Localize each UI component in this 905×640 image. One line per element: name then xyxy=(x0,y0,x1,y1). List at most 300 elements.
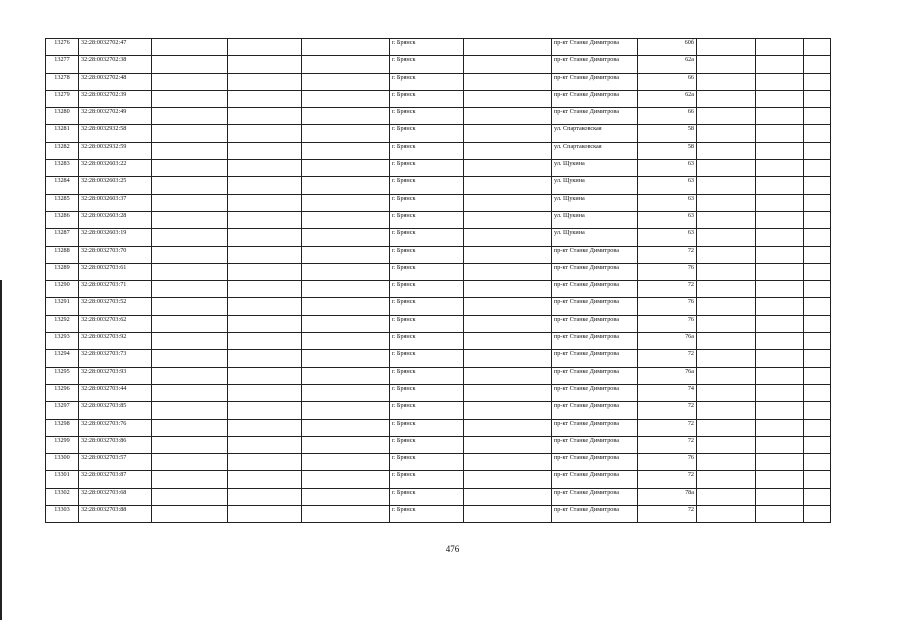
record-number-cell: 13282 xyxy=(46,142,79,159)
empty-cell xyxy=(756,90,804,107)
record-number-cell: 13283 xyxy=(46,160,79,177)
empty-cell xyxy=(804,142,831,159)
city-cell: г. Брянск xyxy=(390,90,464,107)
record-number-cell: 13292 xyxy=(46,315,79,332)
house-number-cell: 63 xyxy=(638,211,697,228)
house-number-cell: 72 xyxy=(638,506,697,523)
empty-cell xyxy=(697,402,756,419)
record-number-cell: 13300 xyxy=(46,454,79,471)
city-cell: г. Брянск xyxy=(390,194,464,211)
empty-cell xyxy=(152,90,228,107)
empty-cell xyxy=(756,454,804,471)
empty-cell xyxy=(152,73,228,90)
empty-cell xyxy=(697,436,756,453)
empty-cell xyxy=(804,194,831,211)
street-cell: пр-кт Станке Димитрова xyxy=(552,488,638,505)
empty-cell xyxy=(756,488,804,505)
empty-cell xyxy=(697,454,756,471)
empty-cell xyxy=(697,56,756,73)
table-row xyxy=(46,160,831,177)
empty-cell xyxy=(228,125,302,142)
empty-cell xyxy=(756,263,804,280)
empty-cell xyxy=(804,488,831,505)
empty-cell xyxy=(464,350,552,367)
city-cell: г. Брянск xyxy=(390,488,464,505)
city-cell: г. Брянск xyxy=(390,367,464,384)
empty-cell xyxy=(804,315,831,332)
empty-cell xyxy=(228,229,302,246)
empty-cell xyxy=(302,350,390,367)
street-cell: ул. Щукина xyxy=(552,194,638,211)
empty-cell xyxy=(804,263,831,280)
empty-cell xyxy=(804,506,831,523)
city-cell: г. Брянск xyxy=(390,39,464,56)
street-cell: пр-кт Станке Димитрова xyxy=(552,350,638,367)
house-number-cell: 72 xyxy=(638,350,697,367)
empty-cell xyxy=(152,454,228,471)
empty-cell xyxy=(152,142,228,159)
empty-cell xyxy=(697,488,756,505)
house-number-cell: 63 xyxy=(638,229,697,246)
empty-cell xyxy=(302,263,390,280)
empty-cell xyxy=(697,350,756,367)
record-number-cell: 13287 xyxy=(46,229,79,246)
street-cell: пр-кт Станке Димитрова xyxy=(552,419,638,436)
empty-cell xyxy=(228,73,302,90)
empty-cell xyxy=(228,436,302,453)
empty-cell xyxy=(697,73,756,90)
empty-cell xyxy=(464,298,552,315)
table-row xyxy=(46,73,831,90)
cadastral-number-cell: 32:28:0032702:38 xyxy=(79,56,152,73)
cadastral-number-cell: 32:28:0032702:47 xyxy=(79,39,152,56)
empty-cell xyxy=(152,402,228,419)
cadastral-number-cell: 32:28:0032603:37 xyxy=(79,194,152,211)
city-cell: г. Брянск xyxy=(390,263,464,280)
city-cell: г. Брянск xyxy=(390,436,464,453)
table-row xyxy=(46,384,831,401)
street-cell: ул. Щукина xyxy=(552,211,638,228)
cadastral-number-cell: 32:28:0032703:73 xyxy=(79,350,152,367)
empty-cell xyxy=(804,367,831,384)
empty-cell xyxy=(228,350,302,367)
record-number-cell: 13279 xyxy=(46,90,79,107)
register-table xyxy=(45,38,831,523)
empty-cell xyxy=(302,142,390,159)
empty-cell xyxy=(228,177,302,194)
empty-cell xyxy=(697,367,756,384)
empty-cell xyxy=(464,384,552,401)
city-cell: г. Брянск xyxy=(390,108,464,125)
cadastral-number-cell: 32:28:0032703:68 xyxy=(79,488,152,505)
empty-cell xyxy=(152,419,228,436)
cadastral-number-cell: 32:28:0032703:57 xyxy=(79,454,152,471)
record-number-cell: 13285 xyxy=(46,194,79,211)
table-row xyxy=(46,246,831,263)
empty-cell xyxy=(228,211,302,228)
empty-cell xyxy=(464,56,552,73)
record-number-cell: 13276 xyxy=(46,39,79,56)
empty-cell xyxy=(464,90,552,107)
empty-cell xyxy=(302,367,390,384)
register-rows xyxy=(46,39,831,523)
empty-cell xyxy=(756,436,804,453)
cadastral-number-cell: 32:28:0032932:59 xyxy=(79,142,152,159)
empty-cell xyxy=(756,246,804,263)
record-number-cell: 13281 xyxy=(46,125,79,142)
empty-cell xyxy=(464,333,552,350)
house-number-cell: 72 xyxy=(638,281,697,298)
table-row xyxy=(46,298,831,315)
street-cell: ул. Щукина xyxy=(552,229,638,246)
table-row xyxy=(46,471,831,488)
empty-cell xyxy=(152,194,228,211)
street-cell: пр-кт Станке Димитрова xyxy=(552,471,638,488)
empty-cell xyxy=(697,298,756,315)
cadastral-number-cell: 32:28:0032703:92 xyxy=(79,333,152,350)
cadastral-number-cell: 32:28:0032932:58 xyxy=(79,125,152,142)
empty-cell xyxy=(756,194,804,211)
house-number-cell: 72 xyxy=(638,471,697,488)
city-cell: г. Брянск xyxy=(390,246,464,263)
empty-cell xyxy=(464,160,552,177)
table-row xyxy=(46,488,831,505)
empty-cell xyxy=(804,298,831,315)
cadastral-number-cell: 32:28:0032703:52 xyxy=(79,298,152,315)
empty-cell xyxy=(152,350,228,367)
empty-cell xyxy=(302,298,390,315)
record-number-cell: 13288 xyxy=(46,246,79,263)
empty-cell xyxy=(152,333,228,350)
empty-cell xyxy=(152,488,228,505)
empty-cell xyxy=(302,73,390,90)
table-row xyxy=(46,402,831,419)
empty-cell xyxy=(302,194,390,211)
empty-cell xyxy=(464,125,552,142)
empty-cell xyxy=(464,142,552,159)
house-number-cell: 72 xyxy=(638,419,697,436)
empty-cell xyxy=(152,471,228,488)
house-number-cell: 63 xyxy=(638,160,697,177)
empty-cell xyxy=(302,315,390,332)
empty-cell xyxy=(228,281,302,298)
city-cell: г. Брянск xyxy=(390,315,464,332)
empty-cell xyxy=(464,73,552,90)
street-cell: пр-кт Станке Димитрова xyxy=(552,315,638,332)
city-cell: г. Брянск xyxy=(390,454,464,471)
empty-cell xyxy=(464,177,552,194)
empty-cell xyxy=(464,367,552,384)
empty-cell xyxy=(756,506,804,523)
empty-cell xyxy=(302,419,390,436)
page-number: 476 xyxy=(445,544,460,554)
street-cell: пр-кт Станке Димитрова xyxy=(552,298,638,315)
table-row xyxy=(46,56,831,73)
city-cell: г. Брянск xyxy=(390,298,464,315)
empty-cell xyxy=(697,39,756,56)
empty-cell xyxy=(464,194,552,211)
table-row xyxy=(46,39,831,56)
empty-cell xyxy=(804,39,831,56)
empty-cell xyxy=(804,73,831,90)
empty-cell xyxy=(697,315,756,332)
empty-cell xyxy=(302,454,390,471)
empty-cell xyxy=(697,142,756,159)
street-cell: пр-кт Станке Димитрова xyxy=(552,333,638,350)
empty-cell xyxy=(152,315,228,332)
city-cell: г. Брянск xyxy=(390,211,464,228)
empty-cell xyxy=(228,471,302,488)
empty-cell xyxy=(756,142,804,159)
empty-cell xyxy=(228,419,302,436)
empty-cell xyxy=(228,402,302,419)
empty-cell xyxy=(152,367,228,384)
empty-cell xyxy=(756,177,804,194)
empty-cell xyxy=(697,160,756,177)
empty-cell xyxy=(152,56,228,73)
empty-cell xyxy=(804,436,831,453)
house-number-cell: 76 xyxy=(638,263,697,280)
city-cell: г. Брянск xyxy=(390,56,464,73)
empty-cell xyxy=(464,211,552,228)
empty-cell xyxy=(152,229,228,246)
record-number-cell: 13299 xyxy=(46,436,79,453)
empty-cell xyxy=(464,419,552,436)
house-number-cell: 76 xyxy=(638,454,697,471)
empty-cell xyxy=(756,471,804,488)
empty-cell xyxy=(302,177,390,194)
house-number-cell: 66 xyxy=(638,73,697,90)
house-number-cell: 62а xyxy=(638,56,697,73)
empty-cell xyxy=(302,160,390,177)
empty-cell xyxy=(152,39,228,56)
table-row xyxy=(46,90,831,107)
empty-cell xyxy=(152,108,228,125)
empty-cell xyxy=(228,384,302,401)
empty-cell xyxy=(756,333,804,350)
city-cell: г. Брянск xyxy=(390,333,464,350)
house-number-cell: 76а xyxy=(638,333,697,350)
city-cell: г. Брянск xyxy=(390,229,464,246)
record-number-cell: 13277 xyxy=(46,56,79,73)
city-cell: г. Брянск xyxy=(390,160,464,177)
empty-cell xyxy=(804,108,831,125)
street-cell: ул. Щукина xyxy=(552,177,638,194)
empty-cell xyxy=(464,281,552,298)
street-cell: ул. Спартаковская xyxy=(552,125,638,142)
table-row xyxy=(46,333,831,350)
cadastral-number-cell: 32:28:0032703:87 xyxy=(79,471,152,488)
empty-cell xyxy=(152,125,228,142)
table-row xyxy=(46,367,831,384)
empty-cell xyxy=(302,211,390,228)
city-cell: г. Брянск xyxy=(390,281,464,298)
record-number-cell: 13293 xyxy=(46,333,79,350)
table-row xyxy=(46,194,831,211)
empty-cell xyxy=(804,160,831,177)
empty-cell xyxy=(697,211,756,228)
empty-cell xyxy=(804,125,831,142)
house-number-cell: 72 xyxy=(638,246,697,263)
street-cell: пр-кт Станке Димитрова xyxy=(552,436,638,453)
empty-cell xyxy=(756,73,804,90)
empty-cell xyxy=(697,506,756,523)
empty-cell xyxy=(697,229,756,246)
street-cell: пр-кт Станке Димитрова xyxy=(552,402,638,419)
house-number-cell: 63 xyxy=(638,194,697,211)
house-number-cell: 78а xyxy=(638,488,697,505)
cadastral-number-cell: 32:28:0032703:61 xyxy=(79,263,152,280)
empty-cell xyxy=(228,298,302,315)
house-number-cell: 76а xyxy=(638,367,697,384)
empty-cell xyxy=(302,39,390,56)
empty-cell xyxy=(697,419,756,436)
empty-cell xyxy=(152,263,228,280)
empty-cell xyxy=(302,246,390,263)
empty-cell xyxy=(804,384,831,401)
empty-cell xyxy=(756,367,804,384)
city-cell: г. Брянск xyxy=(390,350,464,367)
empty-cell xyxy=(804,419,831,436)
city-cell: г. Брянск xyxy=(390,419,464,436)
empty-cell xyxy=(697,333,756,350)
cadastral-number-cell: 32:28:0032703:70 xyxy=(79,246,152,263)
record-number-cell: 13280 xyxy=(46,108,79,125)
street-cell: пр-кт Станке Димитрова xyxy=(552,90,638,107)
empty-cell xyxy=(464,39,552,56)
empty-cell xyxy=(152,160,228,177)
empty-cell xyxy=(228,263,302,280)
empty-cell xyxy=(228,246,302,263)
empty-cell xyxy=(756,229,804,246)
empty-cell xyxy=(756,281,804,298)
table-row xyxy=(46,350,831,367)
table-row xyxy=(46,229,831,246)
table-row xyxy=(46,315,831,332)
record-number-cell: 13291 xyxy=(46,298,79,315)
empty-cell xyxy=(804,454,831,471)
empty-cell xyxy=(804,229,831,246)
empty-cell xyxy=(804,246,831,263)
street-cell: пр-кт Станке Димитрова xyxy=(552,281,638,298)
cadastral-number-cell: 32:28:0032702:39 xyxy=(79,90,152,107)
empty-cell xyxy=(464,402,552,419)
house-number-cell: 72 xyxy=(638,436,697,453)
empty-cell xyxy=(697,108,756,125)
house-number-cell: 62а xyxy=(638,90,697,107)
empty-cell xyxy=(756,39,804,56)
table-row xyxy=(46,125,831,142)
empty-cell xyxy=(228,39,302,56)
house-number-cell: 74 xyxy=(638,384,697,401)
empty-cell xyxy=(697,384,756,401)
record-number-cell: 13286 xyxy=(46,211,79,228)
street-cell: пр-кт Станке Димитрова xyxy=(552,39,638,56)
empty-cell xyxy=(302,229,390,246)
empty-cell xyxy=(152,211,228,228)
cadastral-number-cell: 32:28:0032703:76 xyxy=(79,419,152,436)
empty-cell xyxy=(756,56,804,73)
empty-cell xyxy=(302,471,390,488)
city-cell: г. Брянск xyxy=(390,471,464,488)
empty-cell xyxy=(302,281,390,298)
empty-cell xyxy=(228,367,302,384)
empty-cell xyxy=(228,108,302,125)
city-cell: г. Брянск xyxy=(390,73,464,90)
record-number-cell: 13296 xyxy=(46,384,79,401)
empty-cell xyxy=(804,211,831,228)
empty-cell xyxy=(228,488,302,505)
empty-cell xyxy=(756,211,804,228)
record-number-cell: 13302 xyxy=(46,488,79,505)
empty-cell xyxy=(464,263,552,280)
empty-cell xyxy=(804,177,831,194)
street-cell: ул. Щукина xyxy=(552,160,638,177)
empty-cell xyxy=(302,506,390,523)
empty-cell xyxy=(804,56,831,73)
empty-cell xyxy=(228,506,302,523)
empty-cell xyxy=(302,333,390,350)
table-row xyxy=(46,454,831,471)
house-number-cell: 58 xyxy=(638,142,697,159)
street-cell: пр-кт Станке Димитрова xyxy=(552,367,638,384)
city-cell: г. Брянск xyxy=(390,125,464,142)
empty-cell xyxy=(697,194,756,211)
city-cell: г. Брянск xyxy=(390,384,464,401)
city-cell: г. Брянск xyxy=(390,177,464,194)
empty-cell xyxy=(804,402,831,419)
house-number-cell: 76 xyxy=(638,298,697,315)
empty-cell xyxy=(464,454,552,471)
empty-cell xyxy=(756,402,804,419)
empty-cell xyxy=(228,90,302,107)
street-cell: пр-кт Станке Димитрова xyxy=(552,263,638,280)
empty-cell xyxy=(464,436,552,453)
empty-cell xyxy=(464,246,552,263)
empty-cell xyxy=(152,246,228,263)
record-number-cell: 13290 xyxy=(46,281,79,298)
empty-cell xyxy=(697,281,756,298)
empty-cell xyxy=(756,384,804,401)
empty-cell xyxy=(756,315,804,332)
empty-cell xyxy=(228,315,302,332)
cadastral-number-cell: 32:28:0032703:71 xyxy=(79,281,152,298)
city-cell: г. Брянск xyxy=(390,402,464,419)
record-number-cell: 13303 xyxy=(46,506,79,523)
empty-cell xyxy=(302,108,390,125)
table-row xyxy=(46,108,831,125)
cadastral-number-cell: 32:28:0032603:28 xyxy=(79,211,152,228)
cadastral-number-cell: 32:28:0032603:22 xyxy=(79,160,152,177)
empty-cell xyxy=(697,125,756,142)
scan-edge-line xyxy=(0,280,2,620)
street-cell: ул. Спартаковская xyxy=(552,142,638,159)
cadastral-number-cell: 32:28:0032603:25 xyxy=(79,177,152,194)
table-row xyxy=(46,142,831,159)
street-cell: пр-кт Станке Димитрова xyxy=(552,384,638,401)
empty-cell xyxy=(464,229,552,246)
empty-cell xyxy=(152,281,228,298)
empty-cell xyxy=(464,471,552,488)
house-number-cell: 66 xyxy=(638,108,697,125)
empty-cell xyxy=(756,419,804,436)
city-cell: г. Брянск xyxy=(390,506,464,523)
empty-cell xyxy=(697,90,756,107)
street-cell: пр-кт Станке Димитрова xyxy=(552,246,638,263)
empty-cell xyxy=(302,125,390,142)
table-row xyxy=(46,177,831,194)
empty-cell xyxy=(152,384,228,401)
